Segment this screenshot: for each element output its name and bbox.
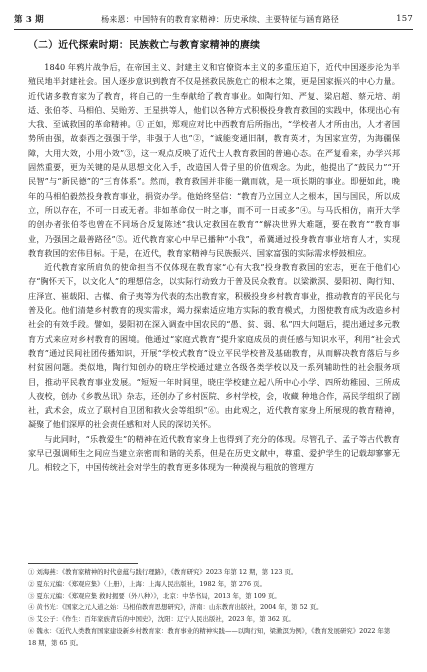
header-divider	[14, 29, 413, 30]
footnote: ② 夏东元编：《郑观应集》（上册），上海：上海人民出版社，1982 年，第 276 页。	[28, 579, 266, 588]
page-number: 157	[396, 14, 413, 24]
footnotes	[28, 567, 400, 650]
body-text	[28, 60, 400, 475]
footnote: ⑤ 艾公子：《作生：百年家族背后的中国史》，沈阳：辽宁人民出版社，2023 年，第 362 页。	[28, 615, 295, 624]
footnote: ④ 黄书光：《国家之元人道之始：马相伯教育思想研究》，济南：山东教育出版社，2004 年，第 52 页。	[28, 603, 323, 612]
running-header	[14, 10, 413, 28]
footnote: ③ 夏东元编：《郑观应集 救时揭要（外八种）》，北京：中华书局，2013 年，第 109 页。	[28, 591, 281, 600]
footnote: ① 刘海燕：《教育家精神的时代意蕴与践行理路》，《教育研究》2023 年第 12 期，第 123 页。	[28, 568, 298, 576]
footnote-divider	[28, 563, 138, 564]
section-heading: （二）近代探索时期：民族救亡与教育家精神的赓续	[28, 40, 261, 51]
paragraph: 1840 年鸦片战争后，在帝国主义、封建主义和官僚资本主义的多重压迫下，近代中国逐步沦为半殖民地半封建社会。国人逐步意识到教育不仅是拯救民族危亡的根本之策，更是国家振兴的中心力量。近代诸多教育家为了教育，将自己的一生奉献给了教育事业。如陶行知、严复、梁启超、蔡元培、胡适、张伯苓、马相伯、吴贻芳、王星拱等人，他们以各种方式积极投身教育救国的实践中，体现出心有大我、至诚救国的革命精神。① 正如，郑观应对比中西教育后所指出，“学校者人才所由出，人才者国势所由强，故泰西之强强于学，非强于人也”②，“诚能变通旧制，教育英才，为国家宣劳，为海疆保障，大用大效，小用小效”③，这一观点反映了近代士人教育救国的普遍心态。在严复看来，办学兴邦固然重要，更为关键的是从思想文化入手，改造国人骨子里的价值观念。为此，他提出了“鼓民力”“开民智”与“新民德”的“三育体系”。然而，教育救国并非能一蹴而就，是一项长期的事业。即便如此，晚年的马相伯毅然投身教育事业，捐资办学。他始终坚信：“教育乃立国立人之根本，国与国民，所以成立，所以存在，不可一日或无者。非如革命仅一时之事，而不可一日或多”④。与马氏相仿，南开大学的创办者张伯苓也曾在不同场合反复陈述“我认定救国在教育”“解决世界大难题，要在教育”“教育事业，乃强国之最善路径”⑤。近代教育家心中早已播种“小我”，希冀通过投身教育事业培育人才，实现教育救国的宏伟目标。于是，在近代，教育家精神与民族振兴、国家富强的实际需求桴鼓相应。	[28, 62, 400, 258]
footnote: ⑥ 魏永：《近代人类教育国家建设新乡村教育家：教育事业的精神实践——以陶行知，梁漱溟为例》，《教育发展研究》2022 年第 18 期，第 65 页。	[28, 626, 391, 647]
running-title: 杨来恩：中国特有的教育家精神：历史承续、主要特征与涵育路径	[101, 14, 339, 24]
issue-number: 第 3 期	[14, 15, 44, 25]
paragraph: 近代教育家所肩负的使命担当不仅体现在教育家“心有大我”投身教育救国的宏志，更在于他们心存“胸怀天下，以文化人”的理想信念，以实际行动致力于普及民众教育。以梁漱溟、晏阳初、陶行知、庄泽宣、崔载阳、古楳、俞子夷等为代表的杰出教育家，积极投身乡村教育事业，推动教育的平民化与普及化。他们清楚乡村教育的现实需求，竭力探索适应地方实际的教育模式，力图使教育成为改造乡村社会的有效手段。譬如，晏阳初在深入调查中国农民的“愚、贫、弱、私”四大问题后，提出通过多元教育方式来应对乡村教育的困境。他通过“家庭式教育”提升家庭成员的责任感与知识水平，利用“社会式教育”通过民间社团传播知识，开展“学校式教育”设立平民学校普及基础教育，从而解决教育落后与乡村贫困问题。类似地，陶行知创办的晓庄学校通过建立各级各类学校以及一系列辅助性的社会服务项目，推动平民教育事业发展。“短短一年时间里，晓庄学校建立起八所中心小学、四所幼稚园、三所成人夜校，创办《乡教丛讯》杂志，还创办了乡村医院、乡村学校，会，收藏 种地合作，鬲民学组织了剧社，武术会，成立了联村自卫团和救火会等组织”⑥。由此观之，近代教育家身上所展现的教育精神，凝聚了他们深厚的社会责任感和对人民的深切关怀。	[28, 262, 400, 430]
paragraph: 与此同时，“乐教爱生”的精神在近代教育家身上也得到了充分的体现。尽管孔子、孟子等古代教育家早已强调师生之间应当建立亲密而和谐的关系，但是在历史文献中，尊重、爱护学生的记载却寥寥无几。相较之下，中国传统社会对学生的教育更多体现为一种漠视与粗放的管理方	[28, 433, 400, 473]
